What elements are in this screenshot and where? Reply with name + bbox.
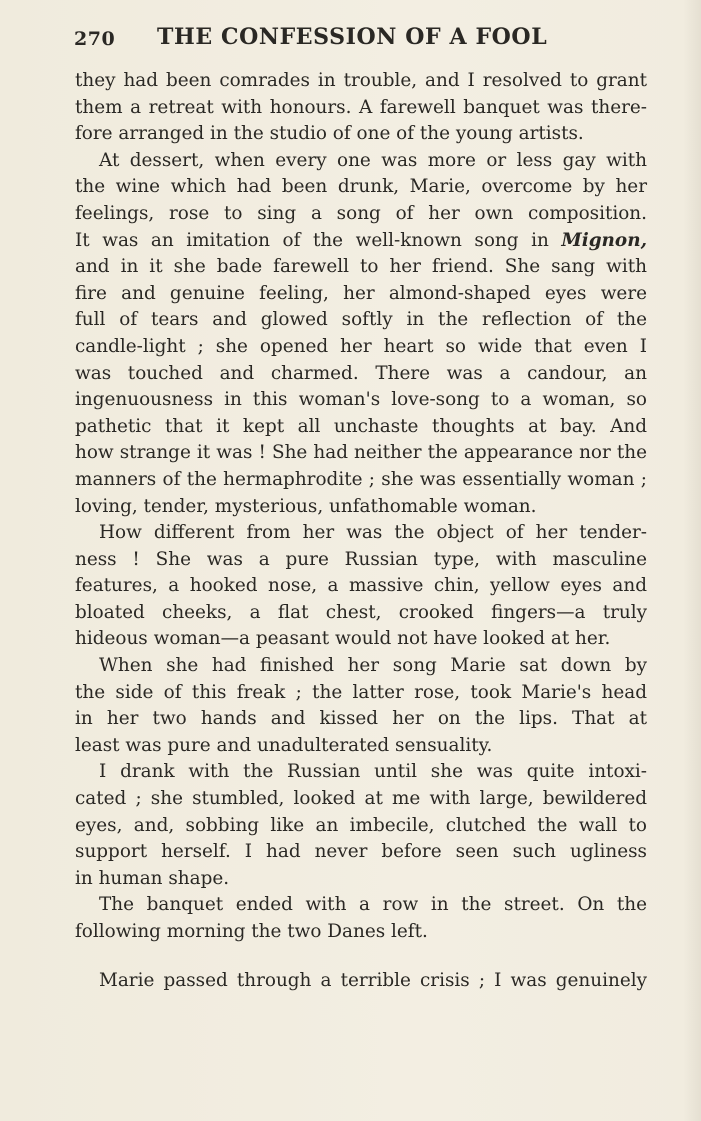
page-header <box>74 24 564 58</box>
text-line: How different from her was the object of her tender- <box>99 522 647 544</box>
text-line: was touched and charmed. There was a candour, an <box>75 362 647 384</box>
body-text <box>75 68 647 994</box>
text-line: loving, tender, mysterious, unfathomable woman. <box>75 495 537 517</box>
text-line: the wine which had been drunk, Marie, overcome by her <box>75 176 647 198</box>
text-line: support herself. I had never before seen such ugliness <box>75 841 647 863</box>
text-line: cated ; she stumbled, looked at me with large, bewildered <box>75 788 647 810</box>
text-line: in her two hands and kissed her on the lips. That at <box>75 708 647 730</box>
text-line: ingenuousness in this woman's love-song to a woman, so <box>75 389 647 411</box>
text-line: Marie passed through a terrible crisis ; I was genuinely <box>99 969 647 991</box>
text-line-part: It was an imitation of the well-known song in <box>75 229 549 251</box>
italic-title: Mignon, <box>561 229 647 251</box>
page-number: 270 <box>74 28 116 50</box>
text-line: eyes, and, sobbing like an imbecile, clutched the wall to <box>75 814 647 836</box>
text-line: the side of this freak ; the latter rose, took Marie's head <box>75 681 647 703</box>
text-line: how strange it was ! She had neither the appearance nor the <box>75 442 647 464</box>
running-title: THE CONFESSION OF A FOOL <box>157 24 548 50</box>
text-line: The banquet ended with a row in the street. On the <box>99 894 647 916</box>
text-line: candle-light ; she opened her heart so wide that even I <box>75 335 647 357</box>
text-line: and in it she bade farewell to her friend. She sang with <box>75 256 647 278</box>
text-line: fire and genuine feeling, her almond-shaped eyes were <box>75 282 647 304</box>
text-line: fore arranged in the studio of one of the young artists. <box>75 123 584 145</box>
page-edge-shadow <box>683 0 701 1121</box>
text-line: them a retreat with honours. A farewell banquet was there- <box>75 96 647 118</box>
text-line: ness ! She was a pure Russian type, with masculine <box>75 548 647 570</box>
text-line: pathetic that it kept all unchaste thoughts at bay. And <box>75 415 647 437</box>
paragraph-gap <box>75 946 647 968</box>
text-line <box>75 228 647 255</box>
text-line: full of tears and glowed softly in the reflection of the <box>75 309 647 331</box>
text-line: features, a hooked nose, a massive chin, yellow eyes and <box>75 575 647 597</box>
text-line: following morning the two Danes left. <box>75 921 428 942</box>
text-line: When she had finished her song Marie sat down by <box>99 655 647 677</box>
text-line: I drank with the Russian until she was quite intoxi- <box>99 761 647 783</box>
text-line: hideous woman—a peasant would not have looked at her. <box>75 628 611 650</box>
text-line: least was pure and unadulterated sensuality. <box>75 734 493 756</box>
text-line: they had been comrades in trouble, and I resolved to grant <box>75 70 647 91</box>
text-line: bloated cheeks, a flat chest, crooked fingers—a truly <box>75 601 647 623</box>
text-line: in human shape. <box>75 867 230 889</box>
text-line: feelings, rose to sing a song of her own composition. <box>75 202 647 224</box>
text-line: manners of the hermaphrodite ; she was essentially woman ; <box>75 468 647 490</box>
text-line: At dessert, when every one was more or less gay with <box>99 149 647 171</box>
